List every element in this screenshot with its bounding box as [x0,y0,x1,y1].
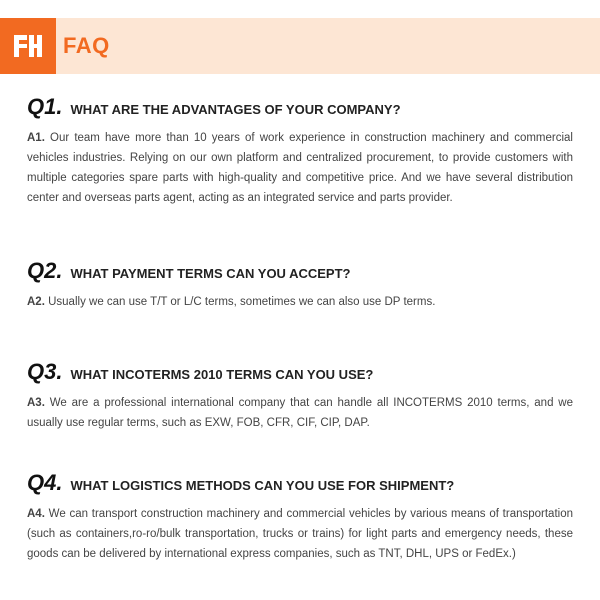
question-row [27,92,573,122]
question-number: Q2. [27,258,63,283]
question-number: Q1. [27,94,63,119]
answer-body: We are a professional international company that can handle all INCOTERMS 2010 terms, and we usually use regular terms, such as EXW, FOB, CFR, CIF, CIP, DAP. [27,397,573,429]
question-text: WHAT ARE THE ADVANTAGES OF YOUR COMPANY? [70,102,401,117]
question-number: Q3. [27,359,63,384]
faq-item [27,357,573,433]
question-row [27,468,573,498]
answer-text [27,292,573,312]
question-text: WHAT INCOTERMS 2010 TERMS CAN YOU USE? [70,367,374,382]
answer-label: A2. [27,296,45,308]
question-row [27,256,573,286]
answer-text [27,128,573,208]
question-number: Q4. [27,470,63,495]
answer-text [27,393,573,433]
answer-label: A1. [27,132,45,144]
answer-label: A3. [27,397,45,409]
answer-label: A4. [27,508,45,520]
answer-body: Our team have more than 10 years of work experience in construction machinery and commercial vehicles industries. Relying on our own platform and centralized procurement, to provide customers with multiple categories spare parts with high-quality and competitive price. And we have several distribution center and overseas parts agent, acting as an integrated service and parts provider. [27,132,573,204]
answer-body: We can transport construction machinery and commercial vehicles by various means of transportation (such as containers,ro-ro/bulk transportation, trucks or trains) for light parts and emergency needs, these goods can be delivered by international express companies, such as TNT, DHL, UPS or FedEx.) [27,508,573,560]
question-text: WHAT LOGISTICS METHODS CAN YOU USE FOR SHIPMENT? [70,478,455,493]
faq-item [27,256,573,312]
logo-mark-icon [13,33,43,59]
faq-header [0,18,600,74]
faq-item [27,92,573,208]
answer-body: Usually we can use T/T or L/C terms, sometimes we can also use DP terms. [48,296,436,308]
faq-item [27,468,573,564]
question-text: WHAT PAYMENT TERMS CAN YOU ACCEPT? [70,266,351,281]
header-title: FAQ [63,33,110,58]
company-logo [0,18,56,74]
answer-text [27,504,573,564]
question-row [27,357,573,387]
